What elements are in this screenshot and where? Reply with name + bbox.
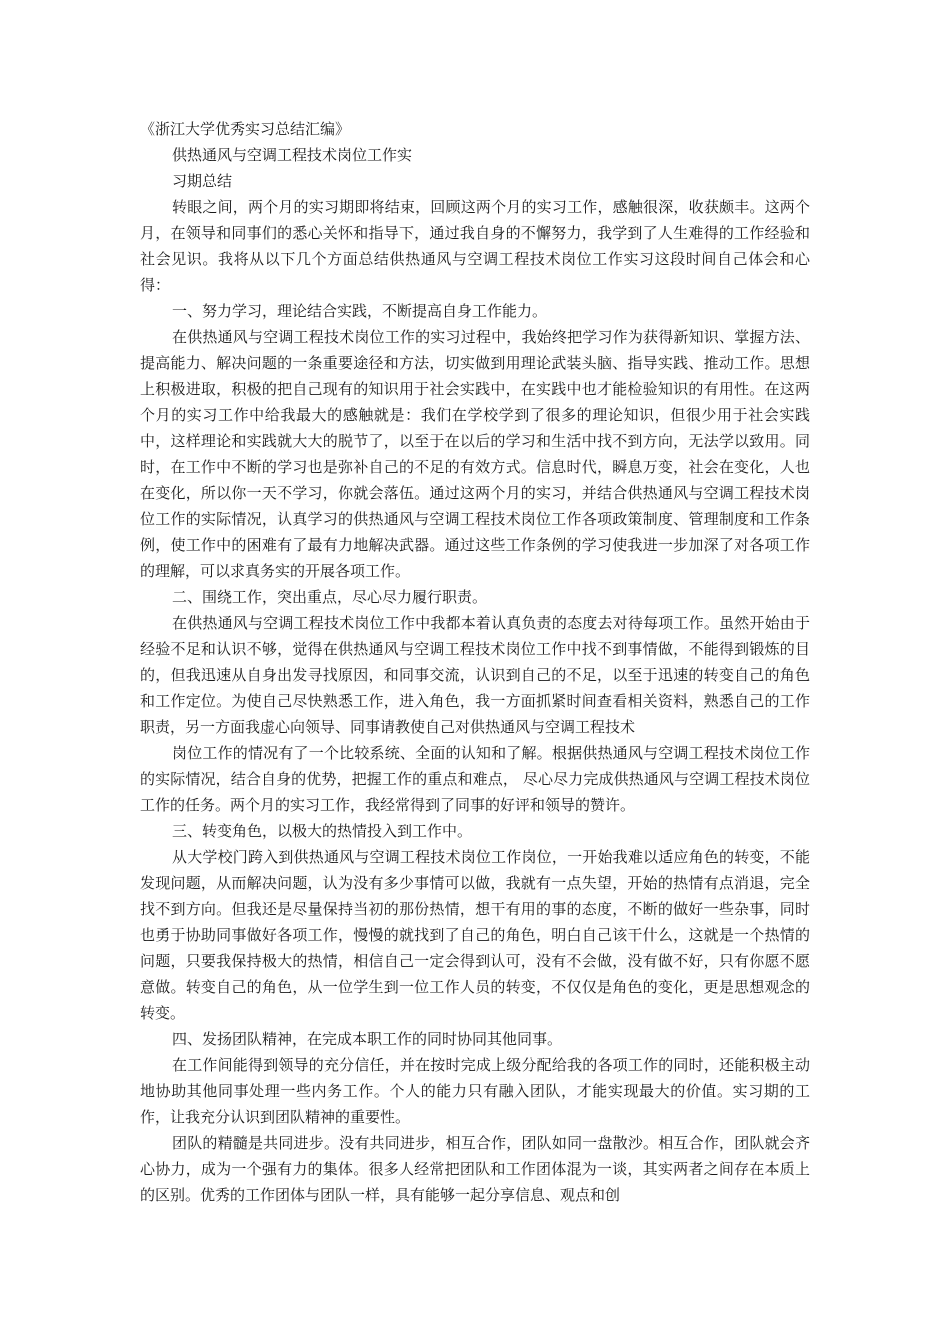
section-heading-4: 四、发扬团队精神，在完成本职工作的同时协同其他同事。	[172, 1030, 563, 1048]
paragraph-section-1: 在供热通风与空调工程技术岗位工作的实习过程中，我始终把学习作为获得新知识、掌握方法、提高能力、解决问题的一条重要途径和方法，切实做到用理论武装头脑、指导实践、推动工作。思想上积极进取，积极的把自己现有的知识用于社会实践中，在实践中也才能检验知识的有用性。在这两个月的实习工作中给我最大的感触就是：我们在学校学到了很多的理论知识，但很少用于社会实践中，这样理论和实践就大大的脱节了，以至于在以后的学习和生活中找不到方向，无法学以致用。同时，在工作中不断的学习也是弥补自己的不足的有效方式。信息时代，瞬息万变，社会在变化，人也在变化，所以你一天不学习，你就会落伍。通过这两个月的实习，并结合供热通风与空调工程技术岗位工作的实际情况，认真学习的供热通风与空调工程技术岗位工作各项政策制度、管理制度和工作条例，使工作中的困难有了最有力地解决武器。通过这些工作条例的学习使我进一步加深了对各项工作的理解，可以求真务实的开展各项工作。	[140, 328, 810, 580]
paragraph-section-2a: 在供热通风与空调工程技术岗位工作中我都本着认真负责的态度去对待每项工作。虽然开始由于经验不足和认识不够，觉得在供热通风与空调工程技术岗位工作中找不到事情做，不能得到锻炼的目的，但我迅速从自身出发寻找原因，和同事交流，认识到自己的不足，以至于迅速的转变自己的角色和工作定位。为使自己尽快熟悉工作，进入角色，我一方面抓紧时间查看相关资料，熟悉自己的工作职责，另一方面我虚心向领导、同事请教使自己对供热通风与空调工程技术	[140, 614, 810, 736]
paragraph-section-3: 从大学校门跨入到供热通风与空调工程技术岗位工作岗位，一开始我难以适应角色的转变，不能发现问题，从而解决问题，认为没有多少事情可以做，我就有一点失望，开始的热情有点消退，完全找不到方向。但我还是尽量保持当初的那份热情，想干有用的事的态度，不断的做好一些杂事，同时也勇于协助同事做好各项工作，慢慢的就找到了自己的角色，明白自己该干什么，这就是一个热情的问题，只要我保持极大的热情，相信自己一定会得到认可，没有不会做，没有做不好，只有你愿不愿意做。转变自己的角色，从一位学生到一位工作人员的转变，不仅仅是角色的变化，更是思想观念的转变。	[140, 848, 810, 1022]
paragraph-section-2b: 岗位工作的情况有了一个比较系统、全面的认知和了解。根据供热通风与空调工程技术岗位工作的实际情况，结合自身的优势，把握工作的重点和难点， 尽心尽力完成供热通风与空调工程技术岗位工作的任务。两个月的实习工作，我经常得到了同事的好评和领导的赞许。	[140, 744, 810, 814]
paragraph-intro: 转眼之间，两个月的实习期即将结束，回顾这两个月的实习工作，感触很深，收获颇丰。这两个月，在领导和同事们的悉心关怀和指导下，通过我自身的不懈努力，我学到了人生难得的工作经验和社会见识。我将从以下几个方面总结供热通风与空调工程技术岗位工作实习这段时间自己体会和心得：	[140, 198, 810, 294]
paragraph-section-4a: 在工作间能得到领导的充分信任，并在按时完成上级分配给我的各项工作的同时，还能积极主动地协助其他同事处理一些内务工作。个人的能力只有融入团队，才能实现最大的价值。实习期的工作，让我充分认识到团队精神的重要性。	[140, 1056, 810, 1126]
title-line-1: 供热通风与空调工程技术岗位工作实	[172, 146, 413, 164]
collection-title: 《浙江大学优秀实习总结汇编》	[140, 120, 351, 138]
section-heading-3: 三、转变角色，以极大的热情投入到工作中。	[172, 822, 473, 840]
section-heading-1: 一、努力学习，理论结合实践，不断提高自身工作能力。	[172, 302, 548, 320]
paragraph-section-4b: 团队的精髓是共同进步。没有共同进步，相互合作，团队如同一盘散沙。相互合作，团队就会齐心协力，成为一个强有力的集体。很多人经常把团队和工作团体混为一谈，其实两者之间存在本质上的区别。优秀的工作团体与团队一样，具有能够一起分享信息、观点和创	[140, 1134, 810, 1204]
section-heading-2: 二、围绕工作，突出重点，尽心尽力履行职责。	[172, 588, 488, 606]
document-body	[140, 116, 810, 1208]
title-line-2: 习期总结	[172, 172, 233, 190]
